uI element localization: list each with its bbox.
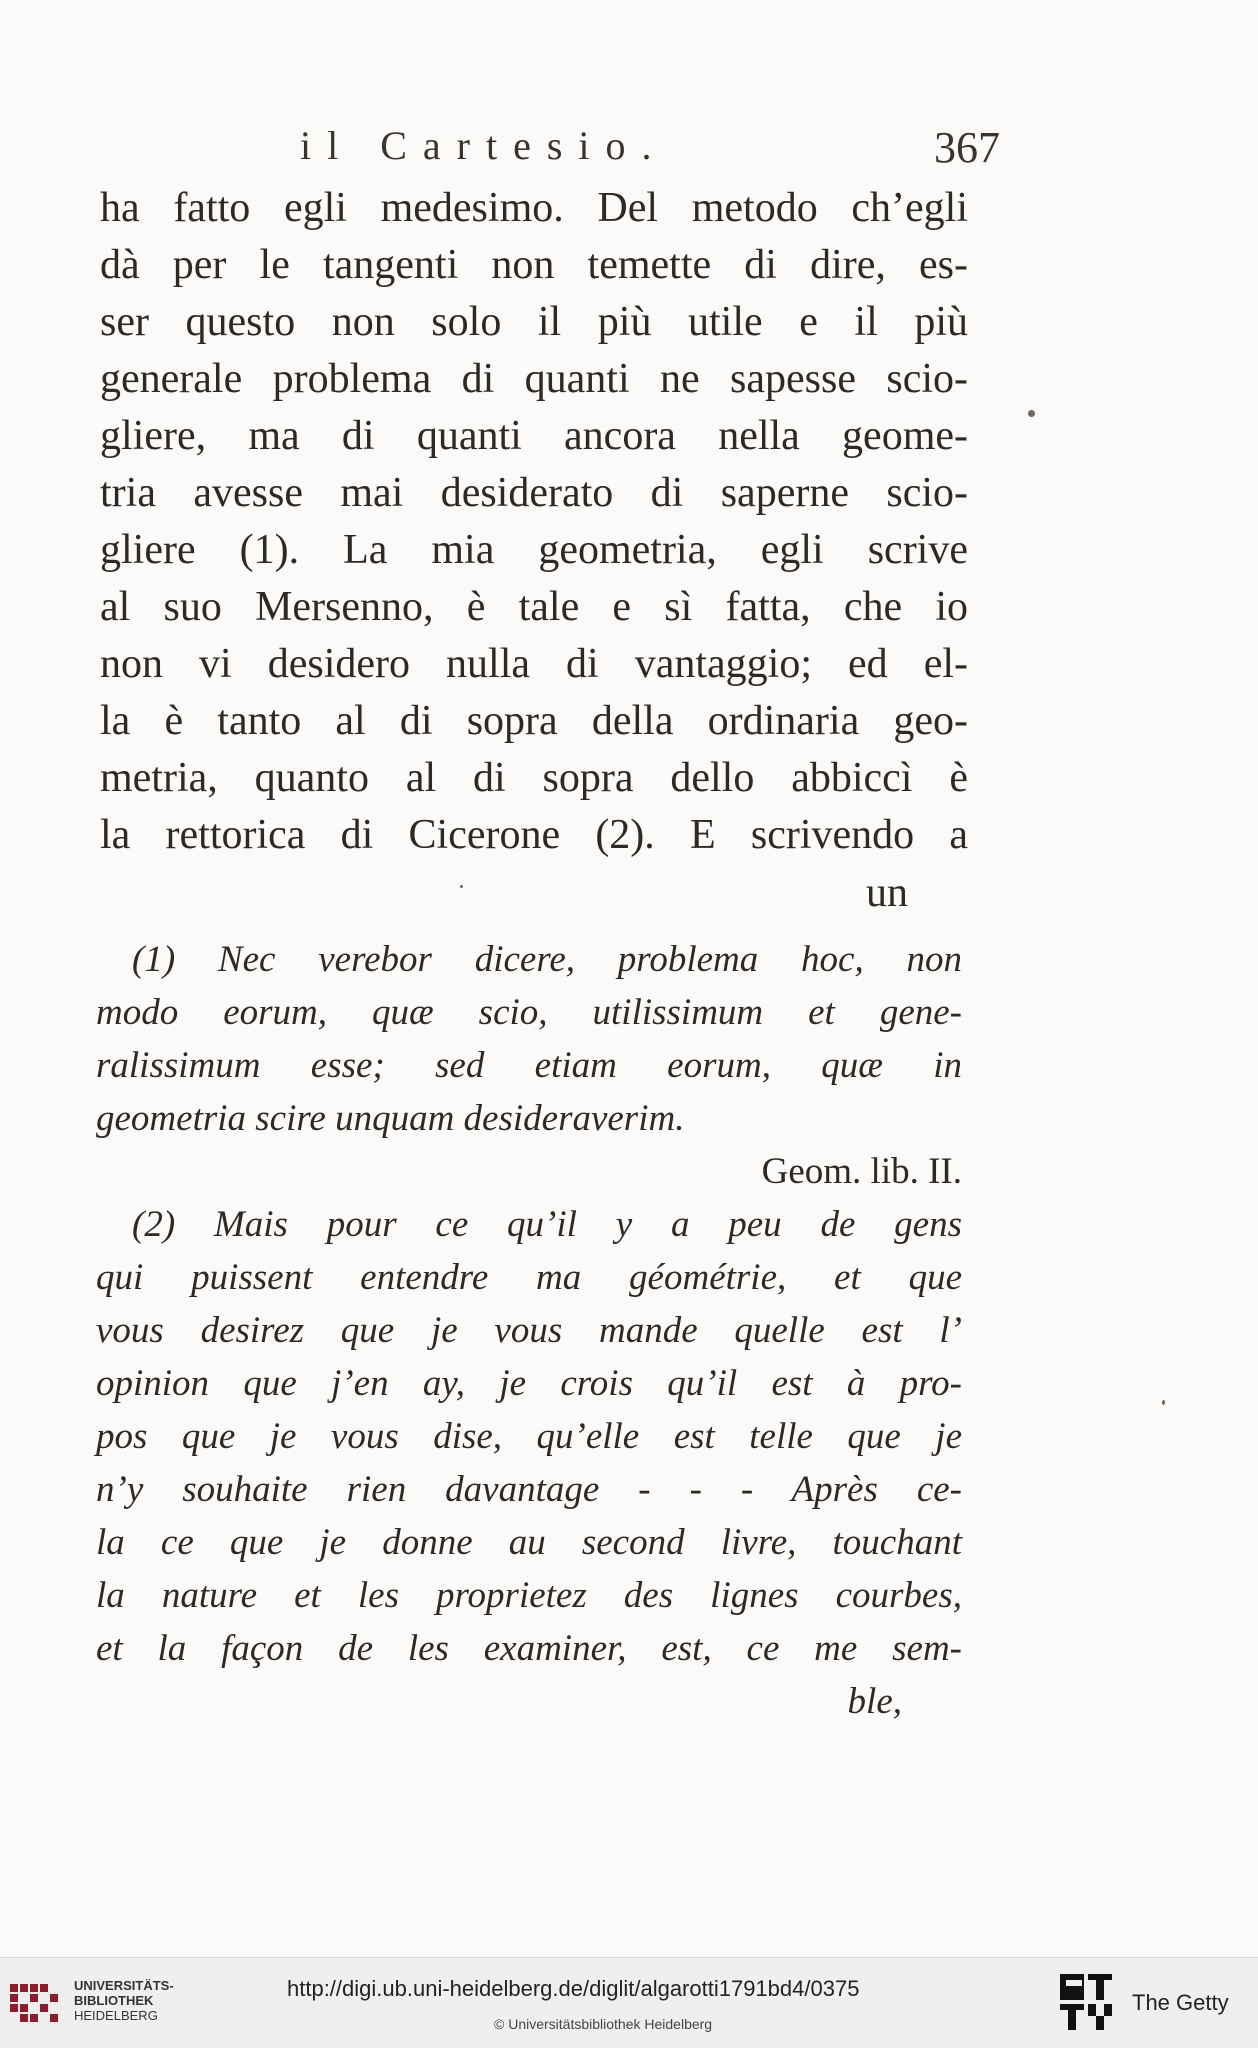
text-line: metria, quanto al di sopra dello abbiccì è <box>100 755 968 801</box>
text-line: la è tanto al di sopra della ordinaria geo- <box>100 698 968 744</box>
getty-name: The Getty <box>1132 1990 1229 2015</box>
text-line: tria avesse mai desiderato di saperne scio- <box>100 470 968 516</box>
paper-speck <box>1162 1400 1165 1405</box>
running-title: il Cartesio. <box>300 123 668 168</box>
footnote-line: la nature et les proprietez des lignes courbes, <box>96 1575 962 1616</box>
footnote-line: modo eorum, quæ scio, utilissimum et gene- <box>96 992 962 1033</box>
footnote-source: Geom. lib. II. <box>761 1151 962 1192</box>
catchword: un <box>866 870 908 916</box>
page-header <box>300 122 1000 182</box>
getty-logo-icon <box>1058 1972 1114 2034</box>
footnote-line: (1) Nec verebor dicere, problema hoc, non <box>132 939 962 980</box>
footnote-catchword: ble, <box>847 1681 902 1722</box>
text-line: la rettorica di Cicerone (2). E scrivendo a <box>100 812 968 858</box>
library-name <box>74 1978 174 2023</box>
text-line: gliere (1). La mia geometria, egli scrive <box>100 527 968 573</box>
footnote-line: ralissimum esse; sed etiam eorum, quæ in <box>96 1045 962 1086</box>
footnote-line: vous desirez que je vous mande quelle est l’ <box>96 1310 962 1351</box>
footnote-line: (2) Mais pour ce qu’il y a peu de gens <box>132 1204 962 1245</box>
text-line: ha fatto egli medesimo. Del metodo ch’egli <box>100 185 968 231</box>
page-number: 367 <box>934 123 1000 172</box>
text-line: non vi desidero nulla di vantaggio; ed el- <box>100 641 968 687</box>
paper-speck <box>460 885 463 888</box>
text-line: dà per le tangenti non temette di dire, es- <box>100 242 968 288</box>
viewer-footer <box>0 1957 1258 2048</box>
footnote-line: geometria scire unquam desideraverim. <box>96 1098 685 1139</box>
library-name-line: HEIDELBERG <box>74 2008 158 2023</box>
paper-speck <box>1028 410 1035 417</box>
text-line: gliere, ma di quanti ancora nella geome- <box>100 413 968 459</box>
ub-heidelberg-logo-icon <box>8 1980 66 2032</box>
permalink-url[interactable]: http://digi.ub.uni-heidelberg.de/diglit/algarotti1791bd4/0375 <box>287 1976 860 2001</box>
footnote-line: la ce que je donne au second livre, touchant <box>96 1522 962 1563</box>
copyright-notice: © Universitätsbibliothek Heidelberg <box>494 2016 713 2032</box>
footnote-line: n’y souhaite rien davantage - - - Après ce- <box>96 1469 962 1510</box>
footnote-line: qui puissent entendre ma géométrie, et que <box>96 1257 962 1298</box>
footnote-line: pos que je vous dise, qu’elle est telle que je <box>96 1416 962 1457</box>
text-line: al suo Mersenno, è tale e sì fatta, che io <box>100 584 968 630</box>
text-line: ser questo non solo il più utile e il più <box>100 299 968 345</box>
library-name-line: UNIVERSITÄTS- <box>74 1978 174 1993</box>
footnote-line: et la façon de les examiner, est, ce me sem- <box>96 1628 962 1669</box>
text-line: generale problema di quanti ne sapesse scio- <box>100 356 968 402</box>
footnote-line: opinion que j’en ay, je crois qu’il est à pro- <box>96 1363 962 1404</box>
library-name-line: BIBLIOTHEK <box>74 1993 154 2008</box>
